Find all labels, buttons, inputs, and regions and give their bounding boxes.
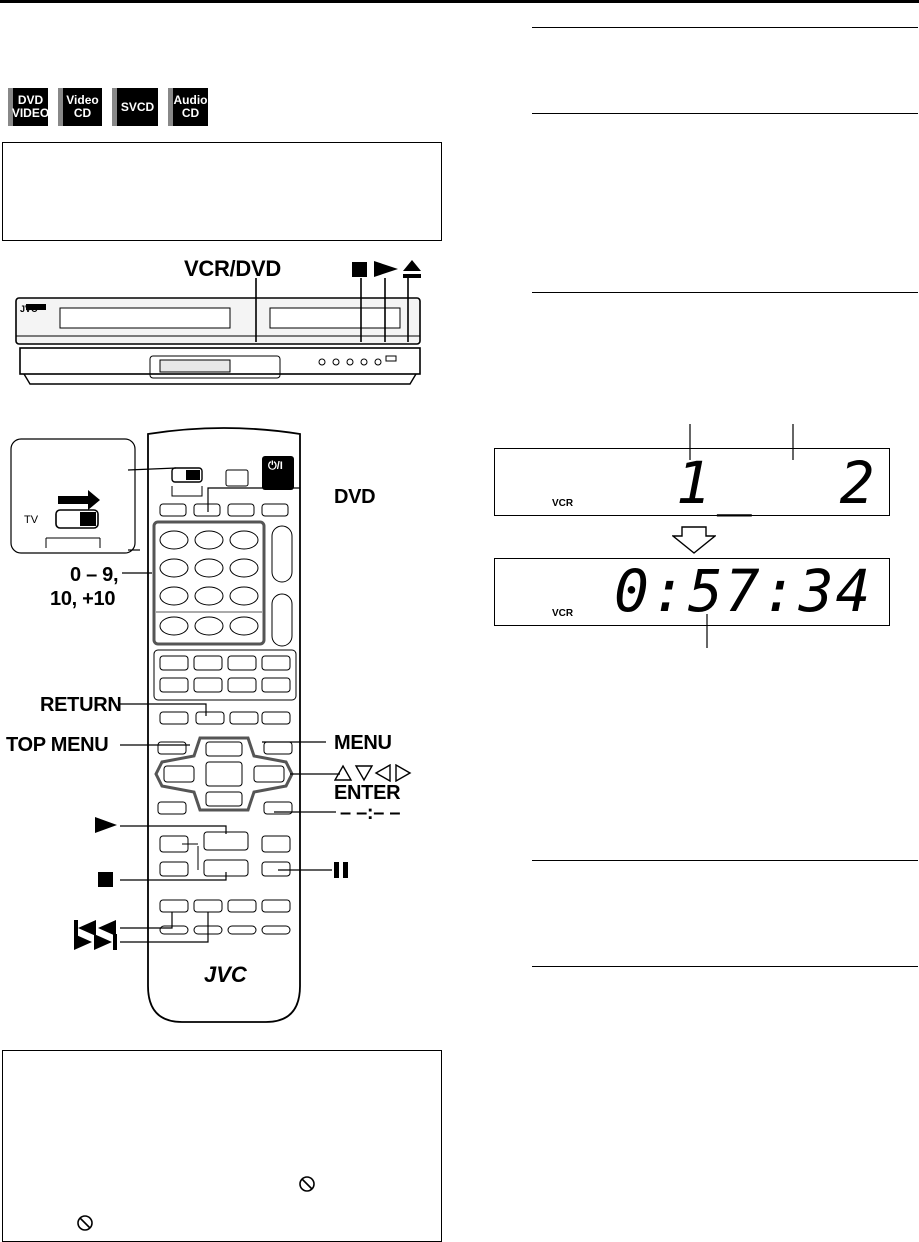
vcr-dvd-label: VCR/DVD: [184, 256, 281, 281]
next-button-icon: [74, 934, 118, 950]
return-button-label: RETURN: [40, 694, 122, 716]
number-keys-label-line1: 0 – 9,: [70, 564, 119, 586]
note-box-bottom: [2, 1050, 442, 1242]
prohibited-icon: [298, 1175, 316, 1193]
display-vcr-indicator: VCR: [552, 498, 574, 509]
video-cd-badge: Video CD: [58, 88, 102, 126]
menu-button-label: MENU: [334, 732, 392, 754]
tv-label: TV: [24, 514, 39, 526]
number-keys-label-line2: 10, +10: [50, 588, 116, 610]
remote-power-label: ⏻/I: [268, 460, 283, 472]
front-panel-brand-logo: JVC: [20, 304, 38, 314]
arrow-keys-icon: [334, 764, 412, 782]
enter-button-label: ENTER: [334, 782, 401, 804]
audio-cd-badge: Audio CD: [168, 88, 208, 126]
svcd-badge: SVCD: [112, 88, 158, 126]
remote-callout-lines: [0, 0, 450, 1050]
play-button-icon: [95, 816, 117, 834]
time-search-label: – –:– –: [340, 802, 401, 824]
prohibited-icon: [76, 1214, 94, 1232]
pause-button-icon: [334, 862, 350, 878]
section-rule-1: [532, 27, 918, 28]
display-callout-line-bottom: [702, 614, 712, 650]
section-rule-4: [532, 860, 918, 861]
section-rule-2: [532, 113, 918, 114]
stop-button-icon: [98, 872, 113, 887]
top-menu-button-label: TOP MENU: [6, 734, 109, 756]
display-second-reading: 0:57:34: [614, 557, 873, 625]
down-arrow-icon: [672, 526, 716, 554]
display-vcr-indicator: VCR: [552, 608, 574, 619]
section-rule-3: [532, 292, 918, 293]
dvd-video-badge: DVD VIDEO: [8, 88, 48, 126]
display-first-reading: 1_ 2: [676, 449, 881, 517]
section-rule-5: [532, 966, 918, 967]
dvd-button-label: DVD: [334, 486, 376, 508]
remote-brand-logo: JVC: [204, 962, 247, 987]
